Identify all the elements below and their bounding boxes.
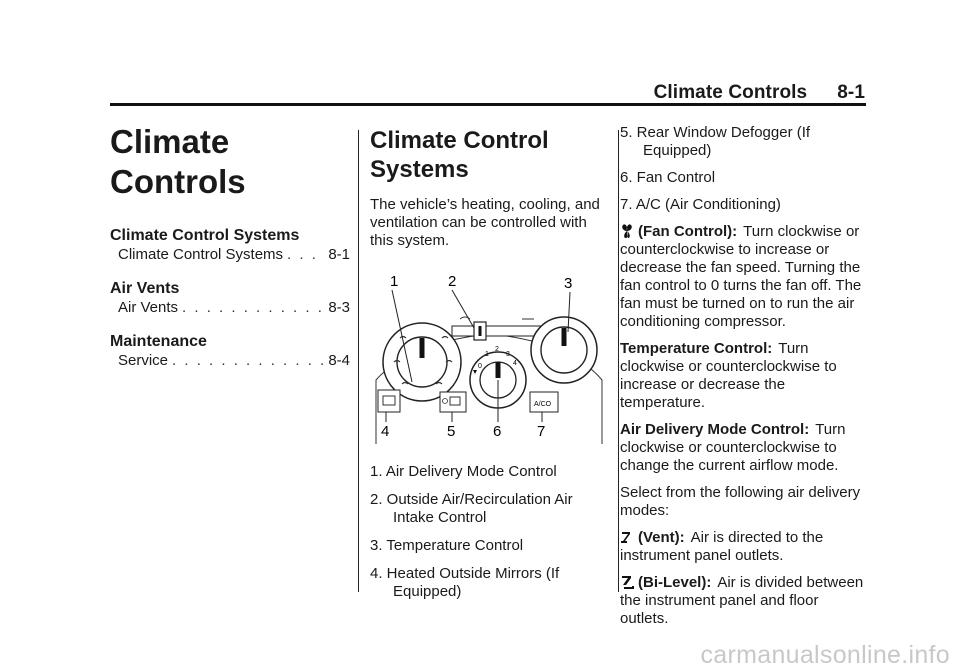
- list-item: 2. Outside Air/Recirculation Air Intake Control: [370, 491, 573, 526]
- climate-control-diagram: [370, 272, 606, 447]
- header-title: Climate Controls: [653, 82, 808, 103]
- intro-paragraph: The vehicle’s heating, cooling, and ventilation can be controlled with this system.: [370, 196, 600, 249]
- bi-level-mode-label: (Bi-Level):: [638, 574, 712, 591]
- toc-heading: Maintenance: [110, 333, 207, 350]
- watermark: carmanualsonline.info: [700, 641, 950, 669]
- toc-leader-dots: [172, 351, 324, 371]
- toc-entry-link[interactable]: [118, 298, 350, 318]
- fan-scale-0: 0: [478, 363, 482, 370]
- callout-1: 1: [390, 273, 399, 290]
- ac-button-label: A/CO: [534, 401, 552, 408]
- toc-entry-label: Climate Control Systems: [118, 246, 284, 263]
- callout-5: 5: [447, 423, 456, 440]
- callout-4: 4: [381, 423, 390, 440]
- air-delivery-label: Air Delivery Mode Control:: [620, 421, 810, 438]
- bi-level-mode-icon: [620, 574, 634, 590]
- main-column: [370, 126, 610, 611]
- list-item: 7. A/C (Air Conditioning): [620, 196, 781, 213]
- toc-heading: Climate Control Systems: [110, 227, 300, 244]
- climate-panel-illustration: [370, 272, 606, 447]
- right-column: [620, 124, 870, 637]
- running-header: [654, 82, 865, 104]
- toc-entry-label: Service: [118, 352, 169, 369]
- temperature-control-paragraph: [620, 340, 870, 412]
- vent-mode-icon: [620, 529, 634, 545]
- fan-control-text: Turn clockwise or counterclockwise to increase or decrease the fan speed. Turning the fan control to 0 turns the fan off. The fan must be turned on to run the air conditioning compressor.: [620, 223, 862, 330]
- bi-level-mode-paragraph: [620, 574, 870, 628]
- column-divider: [358, 130, 359, 592]
- vent-mode-text: Air is directed to the instrument panel outlets.: [620, 529, 824, 564]
- delivery-modes-intro: Select from the following air delivery modes:: [620, 484, 861, 519]
- list-item: 4. Heated Outside Mirrors (If Equipped): [370, 565, 560, 600]
- vent-mode-label: (Vent):: [638, 529, 685, 546]
- toc-entry-page: 8-1: [328, 246, 350, 263]
- section-title: Climate Control Systems: [370, 127, 549, 183]
- toc-entry-link[interactable]: [118, 351, 350, 371]
- chapter-title: Climate Controls: [110, 123, 246, 200]
- callout-2: 2: [448, 273, 457, 290]
- list-item: 1. Air Delivery Mode Control: [370, 463, 557, 480]
- fan-scale-1: 1: [485, 351, 489, 358]
- header-rule: [110, 103, 866, 106]
- fan-control-label: (Fan Control):: [638, 223, 738, 240]
- vent-mode-paragraph: [620, 529, 870, 565]
- toc-entry-page: 8-3: [328, 299, 350, 316]
- header-page-number: 8-1: [837, 82, 865, 103]
- callout-list: [370, 463, 610, 601]
- list-item: 3. Temperature Control: [370, 537, 524, 554]
- toc-entry-page: 8-4: [328, 352, 350, 369]
- fan-scale-4: 4: [513, 360, 517, 367]
- toc-leader-dots: [182, 298, 324, 318]
- toc-leader-dots: [287, 245, 324, 265]
- fan-control-paragraph: [620, 223, 870, 331]
- list-item: 5. Rear Window Defogger (If Equipped): [620, 124, 811, 159]
- callout-6: 6: [493, 423, 502, 440]
- air-delivery-text: Turn clockwise or counterclockwise to change the current airflow mode.: [620, 421, 846, 474]
- callout-7: 7: [537, 423, 546, 440]
- temperature-control-text: Turn clockwise or counterclockwise to increase or decrease the temperature.: [620, 340, 837, 411]
- list-item: 6. Fan Control: [620, 169, 716, 186]
- toc-heading: Air Vents: [110, 280, 180, 297]
- bi-level-mode-text: Air is divided between the instrument panel and floor outlets.: [620, 574, 864, 627]
- toc-entry-label: Air Vents: [118, 299, 179, 316]
- air-delivery-paragraph: [620, 421, 870, 475]
- column-divider: [618, 130, 619, 592]
- toc-entry-link[interactable]: [118, 245, 350, 265]
- fan-icon: [620, 223, 634, 239]
- temperature-control-label: Temperature Control:: [620, 340, 773, 357]
- fan-scale-2: 2: [495, 346, 499, 353]
- fan-scale-3: 3: [506, 351, 510, 358]
- chapter-toc: [110, 122, 350, 371]
- callout-3: 3: [564, 275, 573, 292]
